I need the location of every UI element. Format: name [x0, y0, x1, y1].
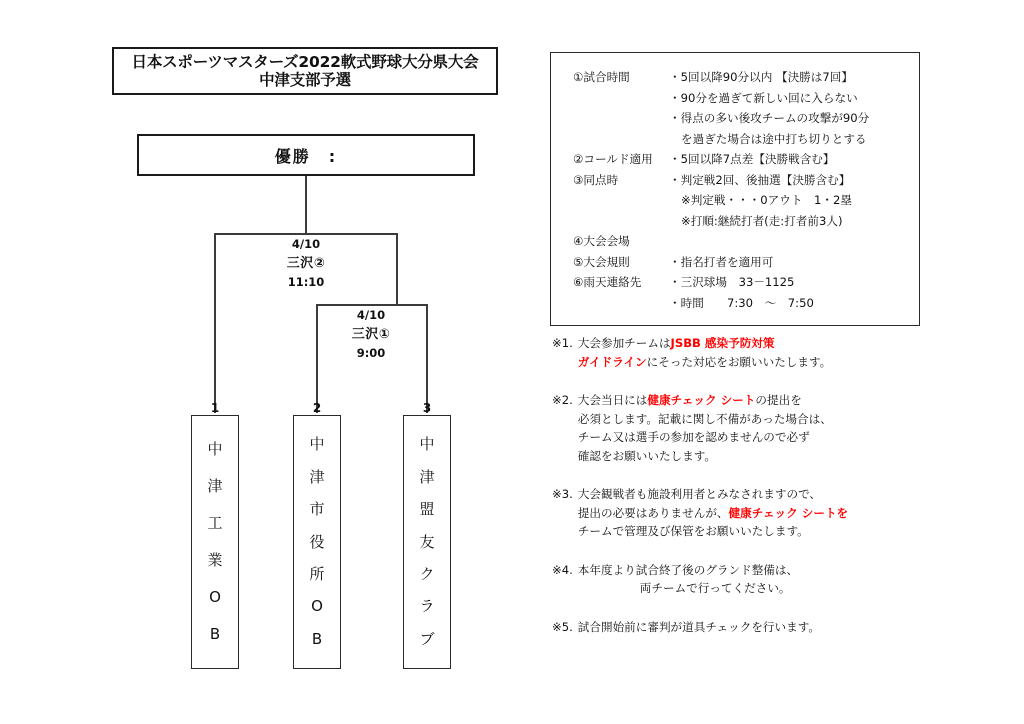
- match-final-time: 11:10: [287, 274, 325, 289]
- note-body: [578, 561, 982, 598]
- rule-row: [573, 149, 909, 170]
- rule-label: ④大会会場: [573, 234, 630, 248]
- note-marker: ※3.: [552, 487, 573, 501]
- note-line: [578, 561, 982, 580]
- team-box-3: [403, 415, 451, 669]
- note-text: チーム又は選手の参加を認めませんので必ず: [577, 430, 810, 444]
- team-name-char: 市: [309, 500, 325, 519]
- note-text: 大会参加チームは: [577, 336, 671, 350]
- note-body: [578, 485, 982, 541]
- team-name-char: 中: [207, 440, 223, 458]
- note-line: [578, 618, 982, 637]
- rule-value-line: ※判定戦・・・0アウト 1・2塁: [681, 193, 852, 207]
- bracket-line-champion-stem: [305, 176, 307, 234]
- note-line: [578, 428, 982, 447]
- note-marker: ※1.: [552, 336, 573, 350]
- team-name-char: 中: [309, 435, 325, 454]
- rule-label: ⑤大会規則: [573, 254, 630, 269]
- note-highlight-text: JSBB 感染予防対策: [670, 336, 775, 350]
- note-marker: ※4.: [552, 562, 573, 577]
- rule-values: [669, 149, 909, 170]
- rule-value-line: ・5回以降90分以内 【決勝は7回】: [669, 70, 853, 84]
- rule-values: [669, 170, 909, 232]
- match-node-final: [256, 236, 356, 292]
- note-item: [552, 334, 982, 371]
- team-name-char: O: [209, 588, 221, 606]
- team-name-char: 津: [419, 467, 435, 486]
- rule-value-line: ・得点の多い後攻チームの攻撃が90分: [669, 111, 870, 125]
- team-name-char: 津: [309, 467, 325, 486]
- rule-value-line: ・判定戦2回、後抽選【決勝含む】: [669, 172, 851, 187]
- rule-value-line: ・指名打者を適用可: [669, 254, 774, 269]
- team-name-char: 業: [207, 551, 223, 569]
- note-line: [578, 353, 982, 372]
- note-line: [578, 447, 982, 466]
- note-marker: ※5.: [552, 619, 573, 634]
- note-text: 大会当日には: [577, 393, 648, 407]
- rule-label: ①試合時間: [573, 70, 630, 84]
- note-line: [578, 334, 982, 353]
- tournament-title-line-1: 日本スポーツマスターズ2022軟式野球大分県大会: [131, 52, 479, 71]
- rule-row: [573, 252, 909, 273]
- match-semifinal-date: 4/10: [356, 308, 386, 322]
- note-line: [578, 391, 982, 410]
- match-semifinal-venue: 三沢①: [351, 326, 391, 342]
- rule-row: [573, 272, 909, 313]
- rule-value-line: ・三沢球場 33－1125: [669, 275, 795, 289]
- rule-row: [573, 170, 909, 232]
- team-name-char: 工: [207, 514, 223, 532]
- note-text: にそった対応をお願いいたします。: [646, 354, 832, 369]
- champion-label: 優勝 :: [274, 146, 338, 166]
- note-line: [578, 410, 982, 429]
- match-final-date: 4/10: [291, 237, 321, 251]
- rule-label: ⑥雨天連絡先: [573, 275, 642, 289]
- team-name-char: 友: [419, 532, 435, 551]
- team-name-char: 中: [419, 435, 435, 454]
- rules-box: [550, 52, 920, 326]
- team-name-char: O: [311, 597, 323, 616]
- note-body: [578, 618, 982, 637]
- bracket-line-semifinal-bar: [317, 304, 427, 306]
- rule-row: [573, 231, 909, 252]
- team-name-char: B: [209, 625, 221, 643]
- note-text: チームで管理及び保管をお願いいたします。: [577, 524, 809, 538]
- rule-value-line: ※打順:継続打者(走:打者前3人): [681, 213, 843, 228]
- seed-number-1: 1: [210, 401, 220, 415]
- team-box-1: [191, 415, 239, 669]
- note-highlight-text: ガイドライン: [577, 354, 647, 369]
- rule-values: [669, 252, 909, 273]
- seed-number-2: 2: [312, 401, 322, 415]
- note-text: 提出の必要はありませんが、: [577, 505, 729, 520]
- bracket-line-final-right-leg: [396, 233, 398, 304]
- note-item: [552, 561, 982, 598]
- team-name-char: ブ: [419, 629, 435, 648]
- team-name-char: ラ: [419, 597, 435, 616]
- team-name-char: 津: [207, 477, 223, 495]
- rule-values: [669, 272, 909, 313]
- rule-value-line: を過ぎた場合は途中打ち切りとする: [681, 131, 867, 146]
- match-semifinal-time: 9:00: [356, 345, 386, 360]
- note-text: 大会観戦者も施設利用者とみなされますので、: [577, 487, 822, 501]
- note-body: [578, 334, 982, 371]
- team-name-char: 盟: [419, 500, 435, 519]
- note-item: [552, 618, 982, 637]
- team-box-2: [293, 415, 341, 669]
- note-text: 必須とします。記載に関し不備があった場合は、: [577, 411, 832, 426]
- rule-label: ③同点時: [573, 172, 619, 187]
- note-text: 本年度より試合終了後のグランド整備は、: [577, 562, 799, 577]
- rule-label: ②コールド適用: [573, 152, 653, 166]
- champion-result-box: [137, 134, 475, 176]
- note-marker: ※2.: [552, 393, 573, 407]
- note-text: の提出を: [755, 393, 802, 407]
- note-line: [578, 579, 982, 598]
- rule-value-line: ・90分を過ぎて新しい回に入らない: [669, 90, 858, 105]
- seed-number-3: 3: [422, 401, 432, 415]
- note-text: 試合開始前に審判が道具チェックを行います。: [577, 619, 820, 634]
- match-final-venue: 三沢②: [286, 255, 326, 271]
- note-item: [552, 391, 982, 465]
- tournament-title-line-2: 中津支部予選: [259, 71, 351, 89]
- note-line: [578, 522, 982, 541]
- bracket-line-semifinal-left-leg: [316, 304, 318, 413]
- tournament-title-box: [112, 47, 498, 95]
- note-text: 両チームで行ってください。: [639, 581, 791, 595]
- note-text: 確認をお願いいたします。: [577, 448, 716, 463]
- rule-row: [573, 67, 909, 149]
- note-line: [578, 485, 982, 504]
- note-highlight-text: 健康チェック シートを: [728, 505, 849, 520]
- note-line: [578, 504, 982, 523]
- bracket-line-final-bar: [215, 233, 397, 235]
- bracket-line-final-left-leg: [214, 233, 216, 413]
- team-name-char: 役: [309, 532, 325, 551]
- note-item: [552, 485, 982, 541]
- match-node-semifinal: [321, 307, 421, 363]
- notes-list: [552, 334, 982, 656]
- rule-values: [669, 67, 909, 149]
- note-body: [578, 391, 982, 465]
- note-highlight-text: 健康チェック シート: [647, 393, 756, 407]
- rule-value-line: ・5回以降7点差【決勝戦含む】: [669, 152, 835, 166]
- team-name-char: ク: [419, 564, 435, 583]
- team-name-char: B: [311, 629, 323, 648]
- rule-value-line: ・時間 7:30 ～ 7:50: [669, 295, 814, 310]
- bracket-line-semifinal-right-leg: [426, 304, 428, 413]
- team-name-char: 所: [309, 564, 325, 583]
